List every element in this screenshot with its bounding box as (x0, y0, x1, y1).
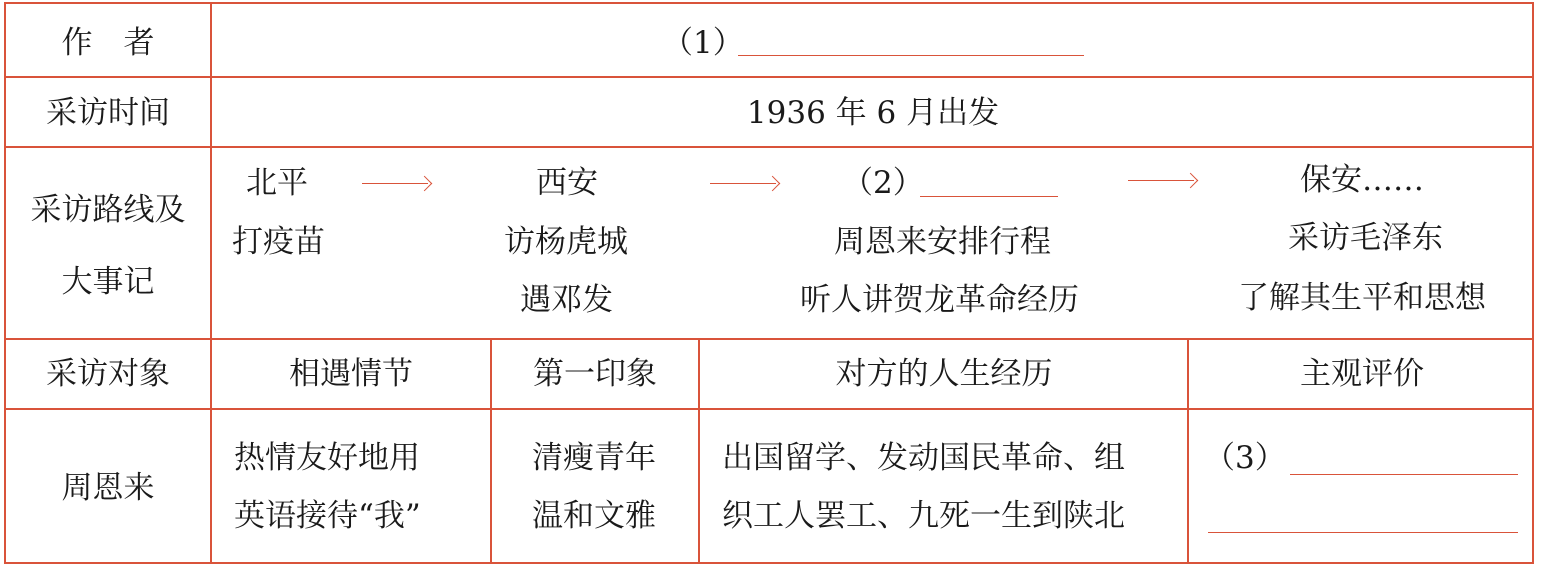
evaluation-blank-number: （3） (1204, 440, 1286, 476)
subject-name: 周恩来 (61, 470, 155, 506)
route-event: 打疫苗 (232, 224, 325, 260)
route-event: 访杨虎城 (504, 224, 628, 260)
col-divider (210, 2, 212, 564)
evaluation-answer-blank[interactable] (1290, 474, 1518, 475)
col-divider (1187, 338, 1189, 564)
encounter-line: 英语接待“我” (234, 498, 421, 534)
author-blank-number: （1） (662, 25, 744, 61)
impression-line: 清瘦青年 (532, 440, 656, 476)
route-event: 采访毛泽东 (1288, 220, 1443, 256)
route-arrow-icon (710, 183, 776, 184)
experience-line: 织工人罢工、九死一生到陕北 (722, 498, 1125, 534)
route-stop-blank-number: （2） (842, 165, 924, 201)
route-event: 了解其生平和思想 (1238, 280, 1486, 316)
route-label-line2: 大事记 (61, 264, 155, 300)
header-encounter: 相遇情节 (289, 356, 413, 392)
route-event: 听人讲贺龙革命经历 (800, 282, 1079, 318)
header-impression: 第一印象 (533, 356, 657, 392)
author-label: 作 者 (61, 25, 155, 61)
route-arrow-icon (362, 183, 428, 184)
author-answer-blank[interactable] (738, 55, 1084, 56)
col-divider (698, 338, 700, 564)
interview-time-label: 采访时间 (46, 95, 170, 131)
route-stop-xian: 西安 (536, 165, 598, 201)
route-stop-answer-blank[interactable] (920, 196, 1058, 197)
row-divider (4, 146, 1534, 148)
route-arrow-icon (1128, 180, 1194, 181)
route-event: 遇邓发 (520, 282, 613, 318)
route-label-line1: 采访路线及 (30, 192, 186, 228)
row-divider (4, 408, 1534, 410)
header-experience: 对方的人生经历 (835, 356, 1053, 392)
evaluation-answer-blank[interactable] (1208, 532, 1518, 533)
header-subject: 采访对象 (46, 356, 170, 392)
route-stop-beiping: 北平 (246, 165, 308, 201)
impression-line: 温和文雅 (532, 498, 656, 534)
experience-line: 出国留学、发动国民革命、组 (722, 440, 1125, 476)
row-divider (4, 76, 1534, 78)
route-event: 周恩来安排行程 (834, 224, 1051, 260)
interview-time-value: 1936 年 6 月出发 (746, 95, 1000, 131)
header-evaluation: 主观评价 (1300, 356, 1424, 392)
encounter-line: 热情友好地用 (234, 440, 420, 476)
route-stop-baoan: 保安…… (1300, 162, 1424, 198)
col-divider (490, 338, 492, 564)
row-divider (4, 338, 1534, 340)
